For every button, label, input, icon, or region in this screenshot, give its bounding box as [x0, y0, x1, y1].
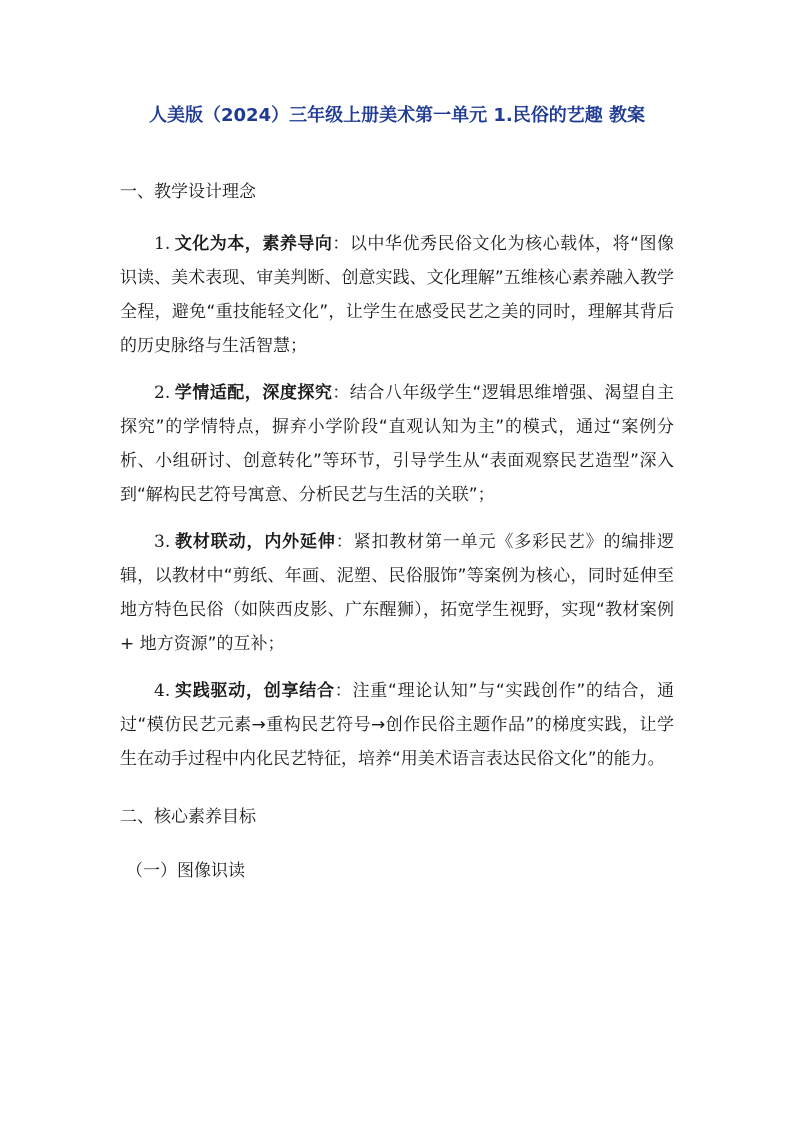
concept-paragraph-3: [120, 525, 674, 661]
item-number: 4.: [154, 681, 171, 701]
document-title: 人美版（2024）三年级上册美术第一单元 1.民俗的艺趣 教案: [149, 105, 645, 126]
item-body: 紧扣教材第一单元《多彩民艺》的编排逻辑，以教材中“剪纸、年画、泥塑、民俗服饰”等案例为核心，同时延伸至地方特色民俗（如陕西皮影、广东醒狮），拓宽学生视野，实现“教材案例 + 地方资源”的互补；: [120, 532, 675, 654]
item-separator: ：: [335, 532, 354, 552]
concept-paragraph-2: [120, 376, 674, 512]
item-separator: ：: [334, 681, 353, 701]
item-number: 3.: [154, 532, 171, 552]
item-body: 结合八年级学生“逻辑思维增强、渴望自主探究”的学情特点，摒弃小学阶段“直观认知为主”的模式，通过“案例分析、小组研讨、创意转化”等环节，引导学生从“表面观察民艺造型”深入到“解构民艺符号寓意、分析民艺与生活的关联”；: [120, 383, 674, 505]
concept-paragraph-1: [120, 227, 674, 363]
item-number: 2.: [154, 383, 171, 403]
item-lead: 文化为本，素养导向: [174, 234, 333, 254]
item-separator: ：: [332, 234, 350, 254]
item-lead: 学情适配，深度探究: [174, 383, 333, 403]
concept-paragraph-4: [120, 674, 674, 776]
subsection-heading-image-reading: （一）图像识读: [126, 861, 245, 881]
item-body: 注重“理论认知”与“实践创作”的结合，通过“模仿民艺元素→重构民艺符号→创作民俗主题作品”的梯度实践，让学生在动手过程中内化民艺特征，培养“用美术语言表达民俗文化”的能力。: [120, 681, 675, 769]
section-heading-design-concept: 一、教学设计理念: [120, 182, 256, 202]
item-separator: ：: [332, 383, 350, 403]
item-body: 以中华优秀民俗文化为核心载体，将“图像识读、美术表现、审美判断、创意实践、文化理解”五维核心素养融入教学全程，避免“重技能轻文化”，让学生在感受民艺之美的同时，理解其背后的历史脉络与生活智慧；: [120, 234, 674, 356]
item-lead: 教材联动，内外延伸: [174, 532, 336, 552]
section-heading-core-literacy: 二、核心素养目标: [120, 807, 256, 827]
item-number: 1.: [154, 234, 171, 254]
item-lead: 实践驱动，创享结合: [174, 681, 335, 701]
